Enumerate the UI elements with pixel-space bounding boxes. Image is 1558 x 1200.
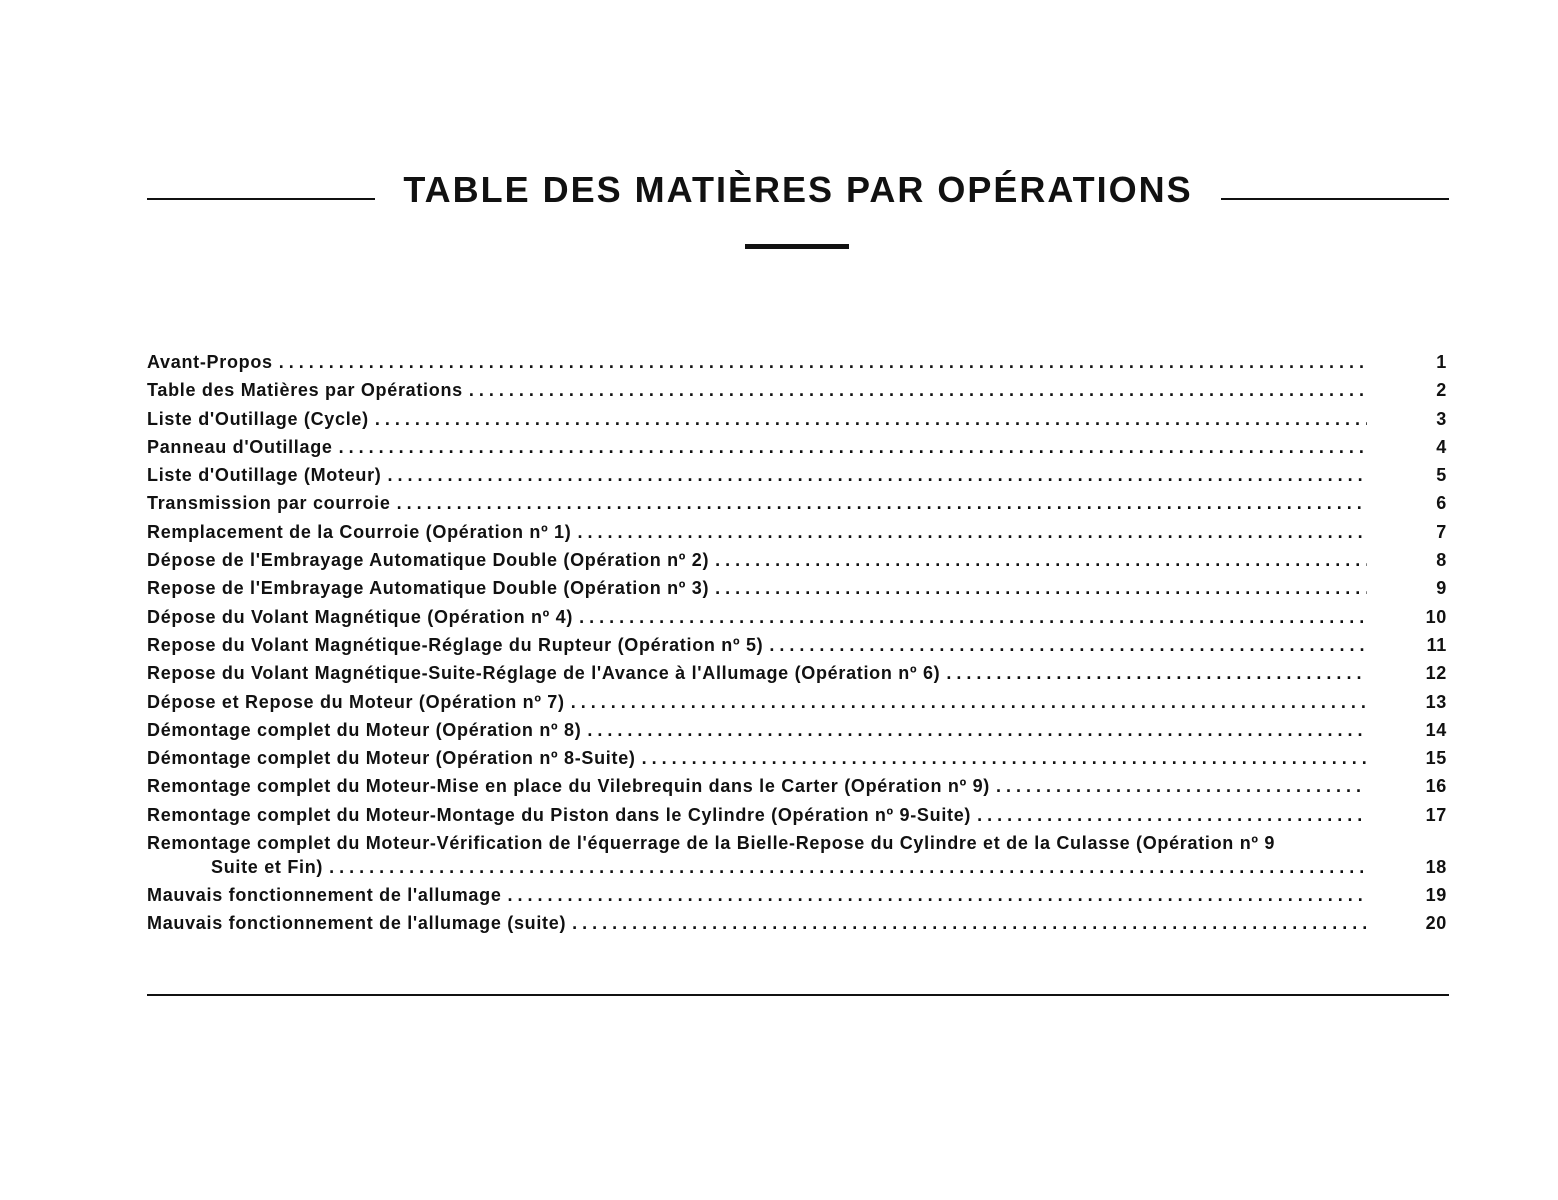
toc-page-number: 9	[1436, 578, 1447, 599]
toc-entry-text-continued: Suite et Fin)	[211, 857, 324, 878]
toc-entry-text: Remplacement de la Courroie (Opération nº 1)	[147, 521, 572, 542]
toc-entry-text: Repose du Volant Magnétique-Réglage du Rupteur (Opération nº 5)	[147, 634, 764, 655]
toc-entry-text: Panneau d'Outillage	[147, 436, 333, 457]
toc-page-number: 17	[1425, 804, 1447, 825]
toc-leader-dots	[397, 493, 1367, 514]
toc-entry-text: Repose du Volant Magnétique-Suite-Réglage de l'Avance à l'Allumage (Opération nº 6)	[147, 663, 941, 684]
toc-leader-dots	[579, 607, 1367, 628]
toc-entry	[147, 635, 1447, 663]
title-row	[147, 165, 1449, 215]
toc-entry	[147, 663, 1447, 691]
toc-entry-text: Dépose du Volant Magnétique (Opération nº 4)	[147, 606, 574, 627]
toc-entry-text: Liste d'Outillage (Cycle)	[147, 408, 369, 429]
toc-leader-dots	[469, 380, 1367, 401]
toc-page-number: 13	[1425, 691, 1447, 712]
bottom-rule	[147, 994, 1449, 996]
toc-leader-dots	[715, 550, 1367, 571]
toc-entry	[147, 776, 1447, 804]
title-underline	[745, 244, 849, 249]
toc-page-number: 4	[1436, 436, 1447, 457]
toc-entry	[147, 692, 1447, 720]
toc-entry-text: Remontage complet du Moteur-Montage du Piston dans le Cylindre (Opération nº 9-Suite)	[147, 804, 972, 825]
toc-entry	[147, 493, 1447, 521]
toc-page-number: 16	[1425, 776, 1447, 797]
toc-entry	[147, 748, 1447, 776]
toc-page-number: 15	[1425, 748, 1447, 769]
toc-page-number: 14	[1425, 719, 1447, 740]
toc-entry	[147, 607, 1447, 635]
toc-page-number: 2	[1436, 380, 1447, 401]
toc-entry	[147, 720, 1447, 748]
toc-leader-dots	[715, 578, 1367, 599]
toc-leader-dots	[571, 692, 1367, 713]
toc-entry	[147, 805, 1447, 833]
toc-leader-dots	[996, 776, 1367, 797]
toc-leader-dots	[279, 352, 1367, 373]
toc-page-number: 11	[1426, 634, 1447, 655]
toc-entry-text: Transmission par courroie	[147, 493, 391, 514]
toc-leader-dots	[329, 857, 1367, 878]
toc-entry-text: Liste d'Outillage (Moteur)	[147, 465, 382, 486]
toc-leader-dots	[387, 465, 1367, 486]
toc-leader-dots	[769, 635, 1367, 656]
toc-leader-dots	[977, 805, 1367, 826]
toc-leader-dots	[587, 720, 1367, 741]
toc-entry-text: Dépose et Repose du Moteur (Opération nº 7)	[147, 691, 565, 712]
toc-entry-text: Démontage complet du Moteur (Opération nº 8)	[147, 719, 582, 740]
toc-entry	[147, 380, 1447, 408]
toc-entry	[147, 913, 1447, 941]
toc-entry	[147, 885, 1447, 913]
toc-entry	[147, 352, 1447, 380]
toc-entry	[147, 465, 1447, 493]
title-rule-right	[1221, 198, 1449, 200]
toc-page-number: 19	[1425, 885, 1447, 906]
toc-leader-dots	[572, 913, 1367, 934]
toc-entry-text: Remontage complet du Moteur-Vérification de l'équerrage de la Bielle-Repose du Cylindre et de la Culasse (Opération nº 9	[147, 833, 1276, 854]
toc-page-number: 6	[1436, 493, 1447, 514]
title-rule-left	[147, 198, 375, 200]
toc-entry-text: Mauvais fonctionnement de l'allumage (suite)	[147, 913, 567, 934]
toc-leader-dots	[642, 748, 1367, 769]
table-of-contents	[147, 352, 1447, 942]
toc-entry	[147, 522, 1447, 550]
page-title: TABLE DES MATIÈRES PAR OPÉRATIONS	[403, 169, 1193, 210]
toc-entry	[147, 578, 1447, 606]
toc-leader-dots	[375, 409, 1367, 430]
toc-entry-text: Avant-Propos	[147, 352, 273, 372]
toc-page-number: 7	[1436, 521, 1447, 542]
toc-entry-text: Mauvais fonctionnement de l'allumage	[147, 885, 502, 906]
toc-page-number: 1	[1436, 352, 1447, 372]
toc-leader-dots	[339, 437, 1367, 458]
toc-entry	[147, 437, 1447, 465]
toc-leader-dots	[946, 663, 1367, 684]
toc-entry-text: Démontage complet du Moteur (Opération nº 8-Suite)	[147, 748, 636, 769]
toc-entry	[147, 550, 1447, 578]
toc-entry	[147, 409, 1447, 437]
toc-page-number: 8	[1436, 550, 1447, 571]
toc-page-number: 12	[1425, 663, 1447, 684]
toc-entry-text: Table des Matières par Opérations	[147, 380, 463, 401]
toc-page-number: 20	[1425, 913, 1447, 934]
toc-entry	[147, 833, 1447, 885]
toc-entry-text: Dépose de l'Embrayage Automatique Double (Opération nº 2)	[147, 550, 710, 571]
toc-leader-dots	[577, 522, 1367, 543]
toc-page-number: 18	[1425, 857, 1447, 878]
toc-page-number: 5	[1436, 465, 1447, 486]
toc-leader-dots	[508, 885, 1367, 906]
toc-page-number: 10	[1425, 606, 1447, 627]
toc-entry-text: Remontage complet du Moteur-Mise en place du Vilebrequin dans le Carter (Opération nº 9)	[147, 776, 990, 797]
toc-entry-text: Repose de l'Embrayage Automatique Double (Opération nº 3)	[147, 578, 710, 599]
toc-page-number: 3	[1436, 408, 1447, 429]
